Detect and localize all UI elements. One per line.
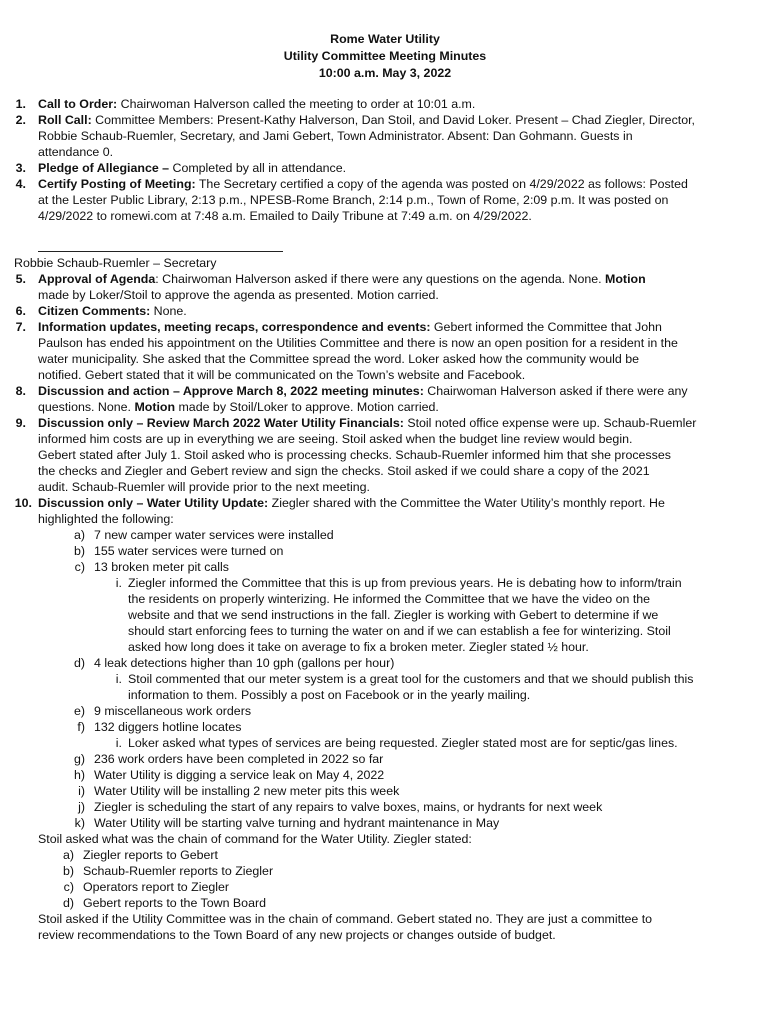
item-text-line: Robbie Schaub-Ruemler, Secretary, and Jami Gebert, Town Administrator. Absent: Dan Gohmann. Guests in <box>38 129 633 143</box>
chain-label: c) <box>63 880 74 894</box>
sublist-item: 4 leak detections higher than 10 gph (gallons per hour) <box>94 656 395 670</box>
detail-line: the residents on properly winterizing. He informed the Committee that we have the video on the <box>128 592 651 606</box>
item-number: 8. <box>15 384 26 398</box>
motion-label: Motion <box>605 272 646 286</box>
sublist-label: h) <box>73 768 85 782</box>
roman-label: i. <box>115 576 122 590</box>
item-7 <box>38 319 662 335</box>
chain-label: a) <box>62 848 74 862</box>
item-text: Chairwoman Halverson called the meeting to order at 10:01 a.m. <box>117 97 476 111</box>
item-text-line <box>38 399 439 415</box>
item-text: Ziegler shared with the Committee the Water Utility’s monthly report. He <box>268 496 665 510</box>
item-4 <box>38 176 688 192</box>
sublist-item: Water Utility is digging a service leak on May 4, 2022 <box>94 768 385 782</box>
sublist-item: 236 work orders have been completed in 2022 so far <box>94 752 384 766</box>
item-text-line: Gebert stated after July 1. Stoil asked who is processing checks. Schaub-Ruemler informed him that she processes <box>38 448 671 462</box>
item-3 <box>38 160 346 176</box>
closing-line: Stoil asked if the Utility Committee was in the chain of command. Gebert stated no. They are just a committee to <box>38 912 653 926</box>
item-text-line: attendance 0. <box>38 145 114 159</box>
item-text-line: water municipality. She asked that the Committee spread the word. Loker asked how the community would be <box>38 352 640 366</box>
item-text-line: 4/29/2022 to romewi.com at 7:48 a.m. Emailed to Daily Tribune at 7:49 a.m. on 4/29/2022. <box>38 209 532 223</box>
org-name: Rome Water Utility <box>330 32 440 46</box>
item-number: 7. <box>15 320 26 334</box>
item-label: Pledge of Allegiance – <box>38 161 170 175</box>
item-text-line: highlighted the following: <box>38 512 174 526</box>
chain-item: Gebert reports to the Town Board <box>83 896 266 910</box>
item-text-line: Paulson has ended his appointment on the Utilities Committee and there is now an open position for a resident in the <box>38 336 678 350</box>
closing-line: review recommendations to the Town Board of any new projects or changes outside of budget. <box>38 928 556 942</box>
detail-line: information to them. Possibly a post on Facebook or in the yearly mailing. <box>128 688 531 702</box>
item-number: 5. <box>15 272 26 286</box>
item-number: 3. <box>15 161 26 175</box>
sublist-label: g) <box>73 752 85 766</box>
item-text-line: the checks and Ziegler and Gebert review and sign the checks. Stoil asked if we could share a copy of the 2021 <box>38 464 650 478</box>
item-label: Call to Order: <box>38 97 118 111</box>
item-text: None. <box>150 304 187 318</box>
item-6 <box>38 303 187 319</box>
item-text: Stoil noted office expense were up. Schaub-Ruemler <box>403 416 697 430</box>
item-10 <box>38 495 665 511</box>
motion-label: Motion <box>134 400 176 414</box>
detail-line: website and that we send instructions in the fall. Ziegler is working with Gebert to determine if we <box>128 608 659 622</box>
sublist-item: 9 miscellaneous work orders <box>94 704 252 718</box>
sublist-item: 132 diggers hotline locates <box>94 720 242 734</box>
chain-label: d) <box>62 896 74 910</box>
chain-label: b) <box>62 864 74 878</box>
signature-line <box>38 251 283 252</box>
sublist-label: e) <box>73 704 85 718</box>
item-number: 10. <box>14 496 32 510</box>
item-label: Discussion only – Review March 2022 Water Utility Financials: <box>38 416 404 430</box>
sublist-label: k) <box>74 816 85 830</box>
item-text: Committee Members: Present-Kathy Halverson, Dan Stoil, and David Loker. Present – Chad Ziegler, Director, <box>91 113 695 127</box>
item-text: The Secretary certified a copy of the agenda was posted on 4/29/2022 as follows: Posted <box>195 177 688 191</box>
sublist-label: b) <box>73 544 85 558</box>
meeting-title: Utility Committee Meeting Minutes <box>283 49 487 63</box>
item-number: 6. <box>15 304 26 318</box>
detail-line: asked how long does it take on average to fix a broken meter. Ziegler stated ½ hour. <box>128 640 589 654</box>
sublist-label: j) <box>78 800 85 814</box>
sublist-item: 155 water services were turned on <box>94 544 284 558</box>
item-label: Roll Call: <box>38 113 92 127</box>
item-text: Completed by all in attendance. <box>169 161 347 175</box>
sublist-item: Ziegler is scheduling the start of any repairs to valve boxes, mains, or hydrants for next week <box>94 800 603 814</box>
item-number: 1. <box>15 97 26 111</box>
item-8 <box>38 383 688 399</box>
item-text-line: audit. Schaub-Ruemler will provide prior to the next meeting. <box>38 480 370 494</box>
item-text: Chairwoman Halverson asked if there were any <box>423 384 688 398</box>
item-1 <box>38 96 475 112</box>
detail-line: should start enforcing fees to turning the water on and if we can establish a fee for winterizing. Stoil <box>128 624 671 638</box>
chain-item: Schaub-Ruemler reports to Ziegler <box>83 864 274 878</box>
sublist-label: a) <box>73 528 85 542</box>
signature-caption: Robbie Schaub-Ruemler – Secretary <box>14 256 217 270</box>
item-text-line: informed him costs are up in everything we are seeing. Stoil asked when the budget line review would begin. <box>38 432 633 446</box>
item-text: made by Stoil/Loker to approve. Motion carried. <box>175 400 439 414</box>
item-text-line: notified. Gebert stated that it will be communicated on the Town’s website and Facebook. <box>38 368 526 382</box>
item-number: 9. <box>15 416 26 430</box>
item-label: Approval of Agenda <box>38 272 156 286</box>
item-text: Gebert informed the Committee that John <box>430 320 662 334</box>
item-label: Discussion only – Water Utility Update: <box>38 496 269 510</box>
item-5 <box>38 271 646 287</box>
item-2 <box>38 112 695 128</box>
chain-intro: Stoil asked what was the chain of command for the Water Utility. Ziegler stated: <box>38 832 472 846</box>
chain-item: Ziegler reports to Gebert <box>83 848 218 862</box>
sublist-label: d) <box>73 656 85 670</box>
item-label: Information updates, meeting recaps, correspondence and events: <box>38 320 431 334</box>
sublist-item: 13 broken meter pit calls <box>94 560 229 574</box>
detail-line: Loker asked what types of services are being requested. Ziegler stated most are for septic/gas lines. <box>128 736 678 750</box>
item-text: questions. None. <box>38 400 135 414</box>
item-9 <box>38 415 696 431</box>
item-text: : Chairwoman Halverson asked if there were any questions on the agenda. None. <box>155 272 606 286</box>
roman-label: i. <box>115 672 122 686</box>
detail-line: Ziegler informed the Committee that this is up from previous years. He is debating how to inform/train <box>128 576 682 590</box>
chain-item: Operators report to Ziegler <box>83 880 229 894</box>
sublist-label: f) <box>77 720 85 734</box>
item-text-line: made by Loker/Stoil to approve the agenda as presented. Motion carried. <box>38 288 439 302</box>
sublist-label: i) <box>78 784 85 798</box>
sublist-item: Water Utility will be installing 2 new meter pits this week <box>94 784 400 798</box>
sublist-label: c) <box>74 560 85 574</box>
item-label: Discussion and action – Approve March 8, 2022 meeting minutes: <box>38 384 424 398</box>
sublist-item: 7 new camper water services were installed <box>94 528 334 542</box>
item-label: Citizen Comments: <box>38 304 151 318</box>
sublist-item: Water Utility will be starting valve turning and hydrant maintenance in May <box>94 816 500 830</box>
item-text-line: at the Lester Public Library, 2:13 p.m., NPESB-Rome Branch, 2:14 p.m., Town of Rome, 2:09 p.m. It was posted on <box>38 193 669 207</box>
meeting-datetime: 10:00 a.m. May 3, 2022 <box>318 66 452 80</box>
roman-label: i. <box>115 736 122 750</box>
detail-line: Stoil commented that our meter system is a great tool for the customers and that we should publish this <box>128 672 694 686</box>
item-number: 2. <box>15 113 26 127</box>
item-label: Certify Posting of Meeting: <box>38 177 196 191</box>
item-number: 4. <box>15 177 26 191</box>
